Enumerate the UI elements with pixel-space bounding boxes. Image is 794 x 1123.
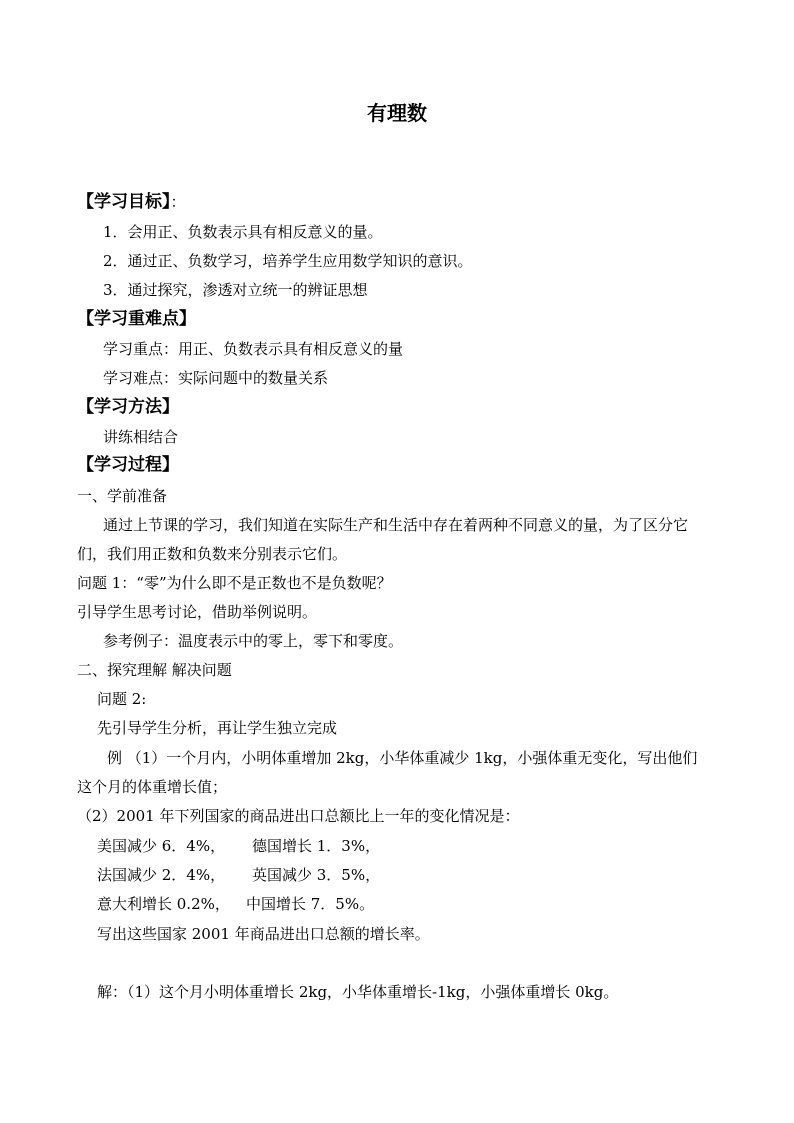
part1-heading: 一、学前准备 bbox=[77, 487, 168, 505]
page-title: 有理数 bbox=[367, 101, 427, 125]
example-line: 例 （1）一个月内，小明体重增加 2kg，小华体重减少 1kg，小强体重无变化，写出他们 bbox=[107, 749, 698, 767]
part2-guide: 先引导学生分析，再让学生独立完成 bbox=[97, 719, 338, 737]
goal-item: 2．通过正、负数学习，培养学生应用数学知识的意识。 bbox=[103, 252, 473, 270]
question-2: 问题 2: bbox=[97, 690, 147, 708]
method-text: 讲练相结合 bbox=[103, 428, 179, 446]
country-item: 美国减少 6．4%， bbox=[97, 837, 226, 855]
example-line: 这个月的体重增长值； bbox=[77, 778, 228, 796]
question-1: 问题 1：“零”为什么即不是正数也不是负数呢？ bbox=[77, 574, 392, 592]
process-heading: 【学习过程】 bbox=[77, 455, 179, 475]
part1-paragraph-line: 通过上节课的学习，我们知道在实际生产和生活中存在着两种不同意义的量，为了区分它 bbox=[103, 516, 689, 534]
country-item: 中国增长 7．5%。 bbox=[246, 895, 375, 913]
goals-heading-text: 【学习目标】 bbox=[77, 192, 171, 212]
key-point-difficulty: 学习难点：实际问题中的数量关系 bbox=[103, 369, 329, 387]
country-item: 意大利增长 0.2%， bbox=[97, 895, 230, 913]
country-item: 德国增长 1．3%， bbox=[252, 837, 381, 855]
part2-ask: 写出这些国家 2001 年商品进出口总额的增长率。 bbox=[97, 925, 430, 943]
part1-guide: 引导学生思考讨论，借助举例说明。 bbox=[77, 603, 318, 621]
part2-heading: 二、探究理解 解决问题 bbox=[77, 661, 232, 679]
country-item: 英国减少 3．5%， bbox=[252, 866, 381, 884]
goals-heading-colon: ： bbox=[170, 193, 186, 211]
country-item: 法国减少 2．4%， bbox=[97, 866, 226, 884]
part1-paragraph-line: 们，我们用正数和负数来分别表示它们。 bbox=[77, 545, 348, 563]
key-points-heading: 【学习重难点】 bbox=[77, 309, 196, 329]
goal-item: 1．会用正、负数表示具有相反意义的量。 bbox=[103, 223, 383, 241]
part1-reference: 参考例子：温度表示中的零上，零下和零度。 bbox=[103, 632, 404, 650]
method-heading: 【学习方法】 bbox=[77, 397, 179, 417]
goals-heading bbox=[77, 190, 186, 214]
solution-line: 解：（1）这个月小明体重增长 2kg，小华体重增长-1kg，小强体重增长 0kg。 bbox=[97, 983, 619, 1001]
goal-item: 3．通过探究，渗透对立统一的辨证思想 bbox=[103, 281, 368, 299]
example-sub-2: （2）2001 年下列国家的商品进出口总额比上一年的变化情况是： bbox=[77, 807, 520, 825]
key-point-focus: 学习重点：用正、负数表示具有相反意义的量 bbox=[103, 340, 404, 358]
